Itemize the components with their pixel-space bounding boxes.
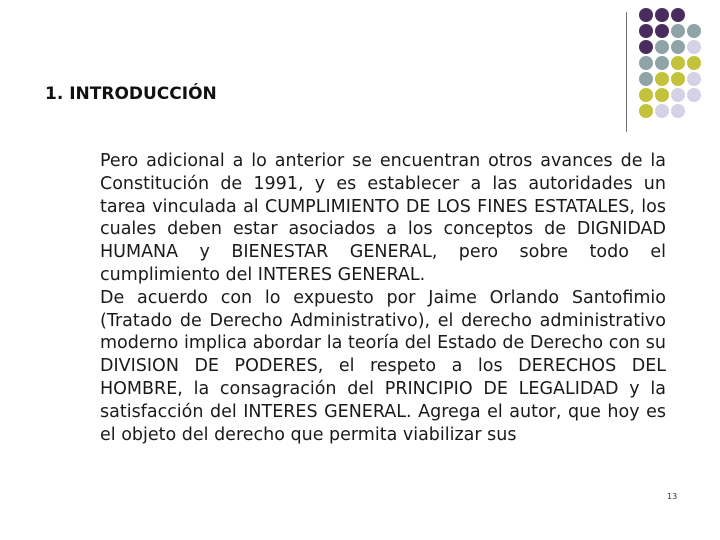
slide-body — [100, 150, 666, 446]
decorative-dot — [687, 72, 701, 86]
decorative-dot — [671, 24, 685, 38]
decorative-dot — [639, 8, 653, 22]
decorative-dot — [671, 56, 685, 70]
decorative-dot — [655, 24, 669, 38]
decorative-dot — [639, 72, 653, 86]
decorative-dot — [639, 24, 653, 38]
body-paragraph-2: De acuerdo con lo expuesto por Jaime Orlando Santofimio (Tratado de Derecho Administrativo), el derecho administrativo moderno implica abordar la teoría del Estado de Derecho con su DIVISION DE PODERES, el respeto a los DERECHOS DEL HOMBRE, la consagración del PRINCIPIO DE LEGALIDAD y la satisfacción del INTERES GENERAL. Agrega el autor, que hoy es el objeto del derecho que permita viabilizar sus — [100, 287, 666, 445]
decorative-dot — [639, 56, 653, 70]
decorative-dot — [655, 8, 669, 22]
decorative-dot — [671, 104, 685, 118]
decorative-dot — [687, 88, 701, 102]
decorative-dot — [639, 88, 653, 102]
decorative-dot — [671, 40, 685, 54]
slide-title: 1. INTRODUCCIÓN — [45, 84, 217, 104]
decorative-dot — [639, 104, 653, 118]
decorative-dot — [655, 72, 669, 86]
decorative-dot — [671, 8, 685, 22]
decorative-dot — [655, 104, 669, 118]
decorative-dot — [639, 40, 653, 54]
page-number: 13 — [667, 492, 678, 501]
decorative-vertical-line — [626, 12, 627, 132]
decorative-dot — [671, 88, 685, 102]
decorative-dot — [671, 72, 685, 86]
decorative-dot — [687, 56, 701, 70]
decorative-dot — [687, 24, 701, 38]
body-paragraph-1: Pero adicional a lo anterior se encuentran otros avances de la Constitución de 1991, y es establecer a las autoridades un tarea vinculada al CUMPLIMIENTO DE LOS FINES ESTATALES, los cuales deben estar asociados a los conceptos de DIGNIDAD HUMANA y BIENESTAR GENERAL, pero sobre todo el cumplimiento del INTERES GENERAL. — [100, 151, 666, 285]
decorative-dot — [655, 56, 669, 70]
decorative-dot — [655, 88, 669, 102]
decorative-dot — [655, 40, 669, 54]
decorative-dot — [687, 40, 701, 54]
decorative-dot-grid — [639, 8, 719, 118]
